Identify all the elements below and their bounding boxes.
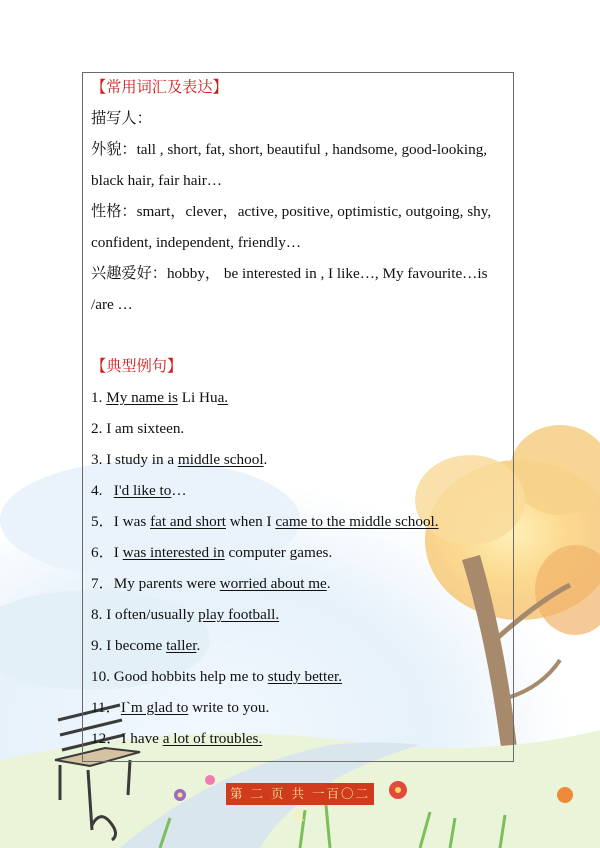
describe-label: 描写人：: [91, 110, 152, 127]
character-line-2: confident, independent, friendly…: [91, 234, 302, 251]
example-sentence-5: 5．I was fat and short when I came to the middle school.: [91, 513, 439, 530]
example-sentence-8: 8. I often/usually play football.: [91, 606, 280, 623]
examples-section-title: 【典型例句】: [91, 358, 183, 375]
character-line-1: 性格：smart，clever，active, positive, optimistic, outgoing, shy,: [91, 203, 492, 220]
example-sentence-4: 4. I'd like to…: [91, 482, 187, 499]
example-sentence-2: 2. I am sixteen.: [91, 420, 185, 437]
spacer: [91, 320, 511, 351]
example-sentence-6: 6．I was interested in computer games.: [91, 544, 333, 561]
appearance-line-1: 外貌：tall , short, fat, short, beautiful , handsome, good-looking,: [91, 141, 488, 158]
appearance-line-2: black hair, fair hair…: [91, 172, 222, 189]
hobby-line-1: 兴趣爱好：hobby， be interested in , I like…, My favourite…is: [91, 265, 488, 282]
example-sentence-12: 12．I have a lot of troubles.: [91, 730, 263, 747]
example-sentence-3: 3. I study in a middle school.: [91, 451, 268, 468]
example-sentence-11: 11．I`m glad to write to you.: [91, 699, 270, 716]
example-sentence-9: 9. I become taller.: [91, 637, 201, 654]
example-sentence-1: 1. My name is Li Hua.: [91, 389, 229, 406]
vocab-section-title: 【常用词汇及表达】: [91, 79, 228, 96]
content-column: [91, 72, 511, 754]
page-number-footer: 第 二 页 共 一百〇二 页: [226, 783, 374, 805]
example-sentence-10: 10. Good hobbits help me to study better.: [91, 668, 343, 685]
example-sentence-7: 7．My parents were worried about me.: [91, 575, 331, 592]
hobby-line-2: /are …: [91, 296, 133, 313]
